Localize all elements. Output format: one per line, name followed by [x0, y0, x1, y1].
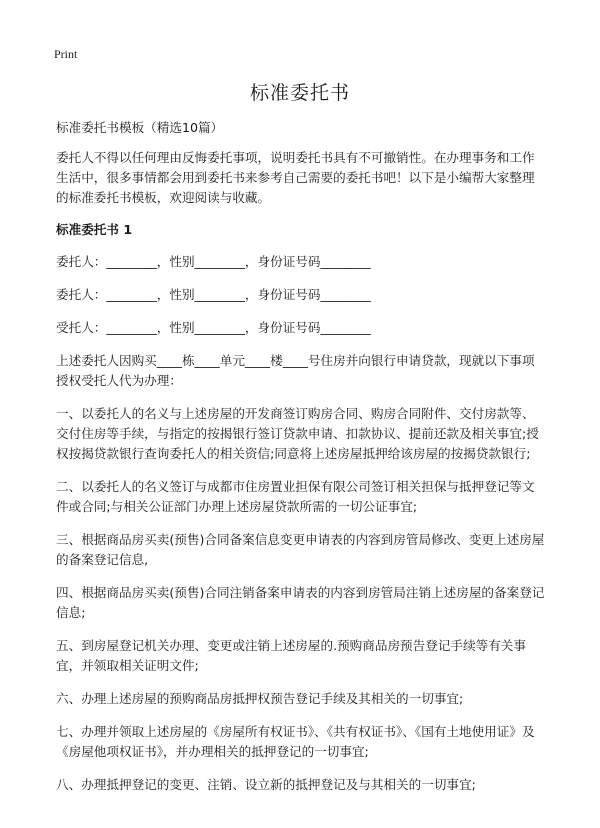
paragraph-item-3: 三、根据商品房买卖(预售)合同备案信息变更申请表的内容到房管局修改、变更上述房屋的备案登记信息,	[56, 532, 545, 567]
party-line-agent: 受托人：________，性别________，身份证号码________	[56, 320, 371, 335]
intro-paragraph: 委托人不得以任何理由反悔委托事项，说明委托书具有不可撤销性。在办理事务和工作生活中，很多事情都会用到委托书来参考自己需要的委托书吧！以下是小编帮大家整理的标准委托书模板，欢迎阅读与收藏。	[56, 150, 535, 205]
document-subtitle: 标准委托书模板（精选10篇）	[56, 120, 224, 135]
print-link[interactable]: Print	[54, 47, 78, 61]
page-title: 标准委托书	[249, 82, 350, 104]
paragraph-item-5: 五、到房屋登记机关办理、变更或注销上述房屋的.预购商品房预告登记手续等有关事宜，并领取相关证明文件;	[56, 638, 526, 673]
party-line-principal-1: 委托人：________，性别________，身份证号码________	[56, 254, 371, 269]
paragraph-item-7: 七、办理并领取上述房屋的《房屋所有权证书》、《共有权证书》、《国有土地使用证》及《房屋他项权证书》，并办理相关的抵押登记的一切事宜;	[56, 724, 535, 759]
paragraph-statement: 上述委托人因购买____栋____单元____楼____号住房并向银行申请贷款，现就以下事项授权受托人代为办理：	[56, 353, 535, 388]
paragraph-item-4: 四、根据商品房买卖(预售)合同注销备案申请表的内容到房管局注销上述房屋的备案登记信息;	[56, 585, 545, 620]
paragraph-item-1: 一、以委托人的名义与上述房屋的开发商签订购房合同、购房合同附件、交付房款等、交付住房等手续，与指定的按揭银行签订贷款申请、扣款协议、提前还款及相关事宜;授权按揭贷款银行查询委托人的相关资信;同意将上述房屋抵押给该房屋的按揭贷款银行;	[56, 406, 539, 461]
party-line-principal-2: 委托人：________，性别________，身份证号码________	[56, 287, 371, 302]
paragraph-item-6: 六、办理上述房屋的预购商品房抵押权预告登记手续及其相关的一切事宜;	[56, 691, 464, 706]
paragraph-item-2: 二、以委托人的名义签订与成都市住房置业担保有限公司签订相关担保与抵押登记等文件或合同;与相关公证部门办理上述房屋贷款所需的一切公证事宜;	[56, 479, 535, 514]
document-body	[56, 118, 546, 808]
section-heading: 标准委托书 1	[56, 222, 133, 237]
paragraph-item-8: 八、办理抵押登记的变更、注销、设立新的抵押登记及与其相关的一切事宜;	[56, 777, 476, 792]
